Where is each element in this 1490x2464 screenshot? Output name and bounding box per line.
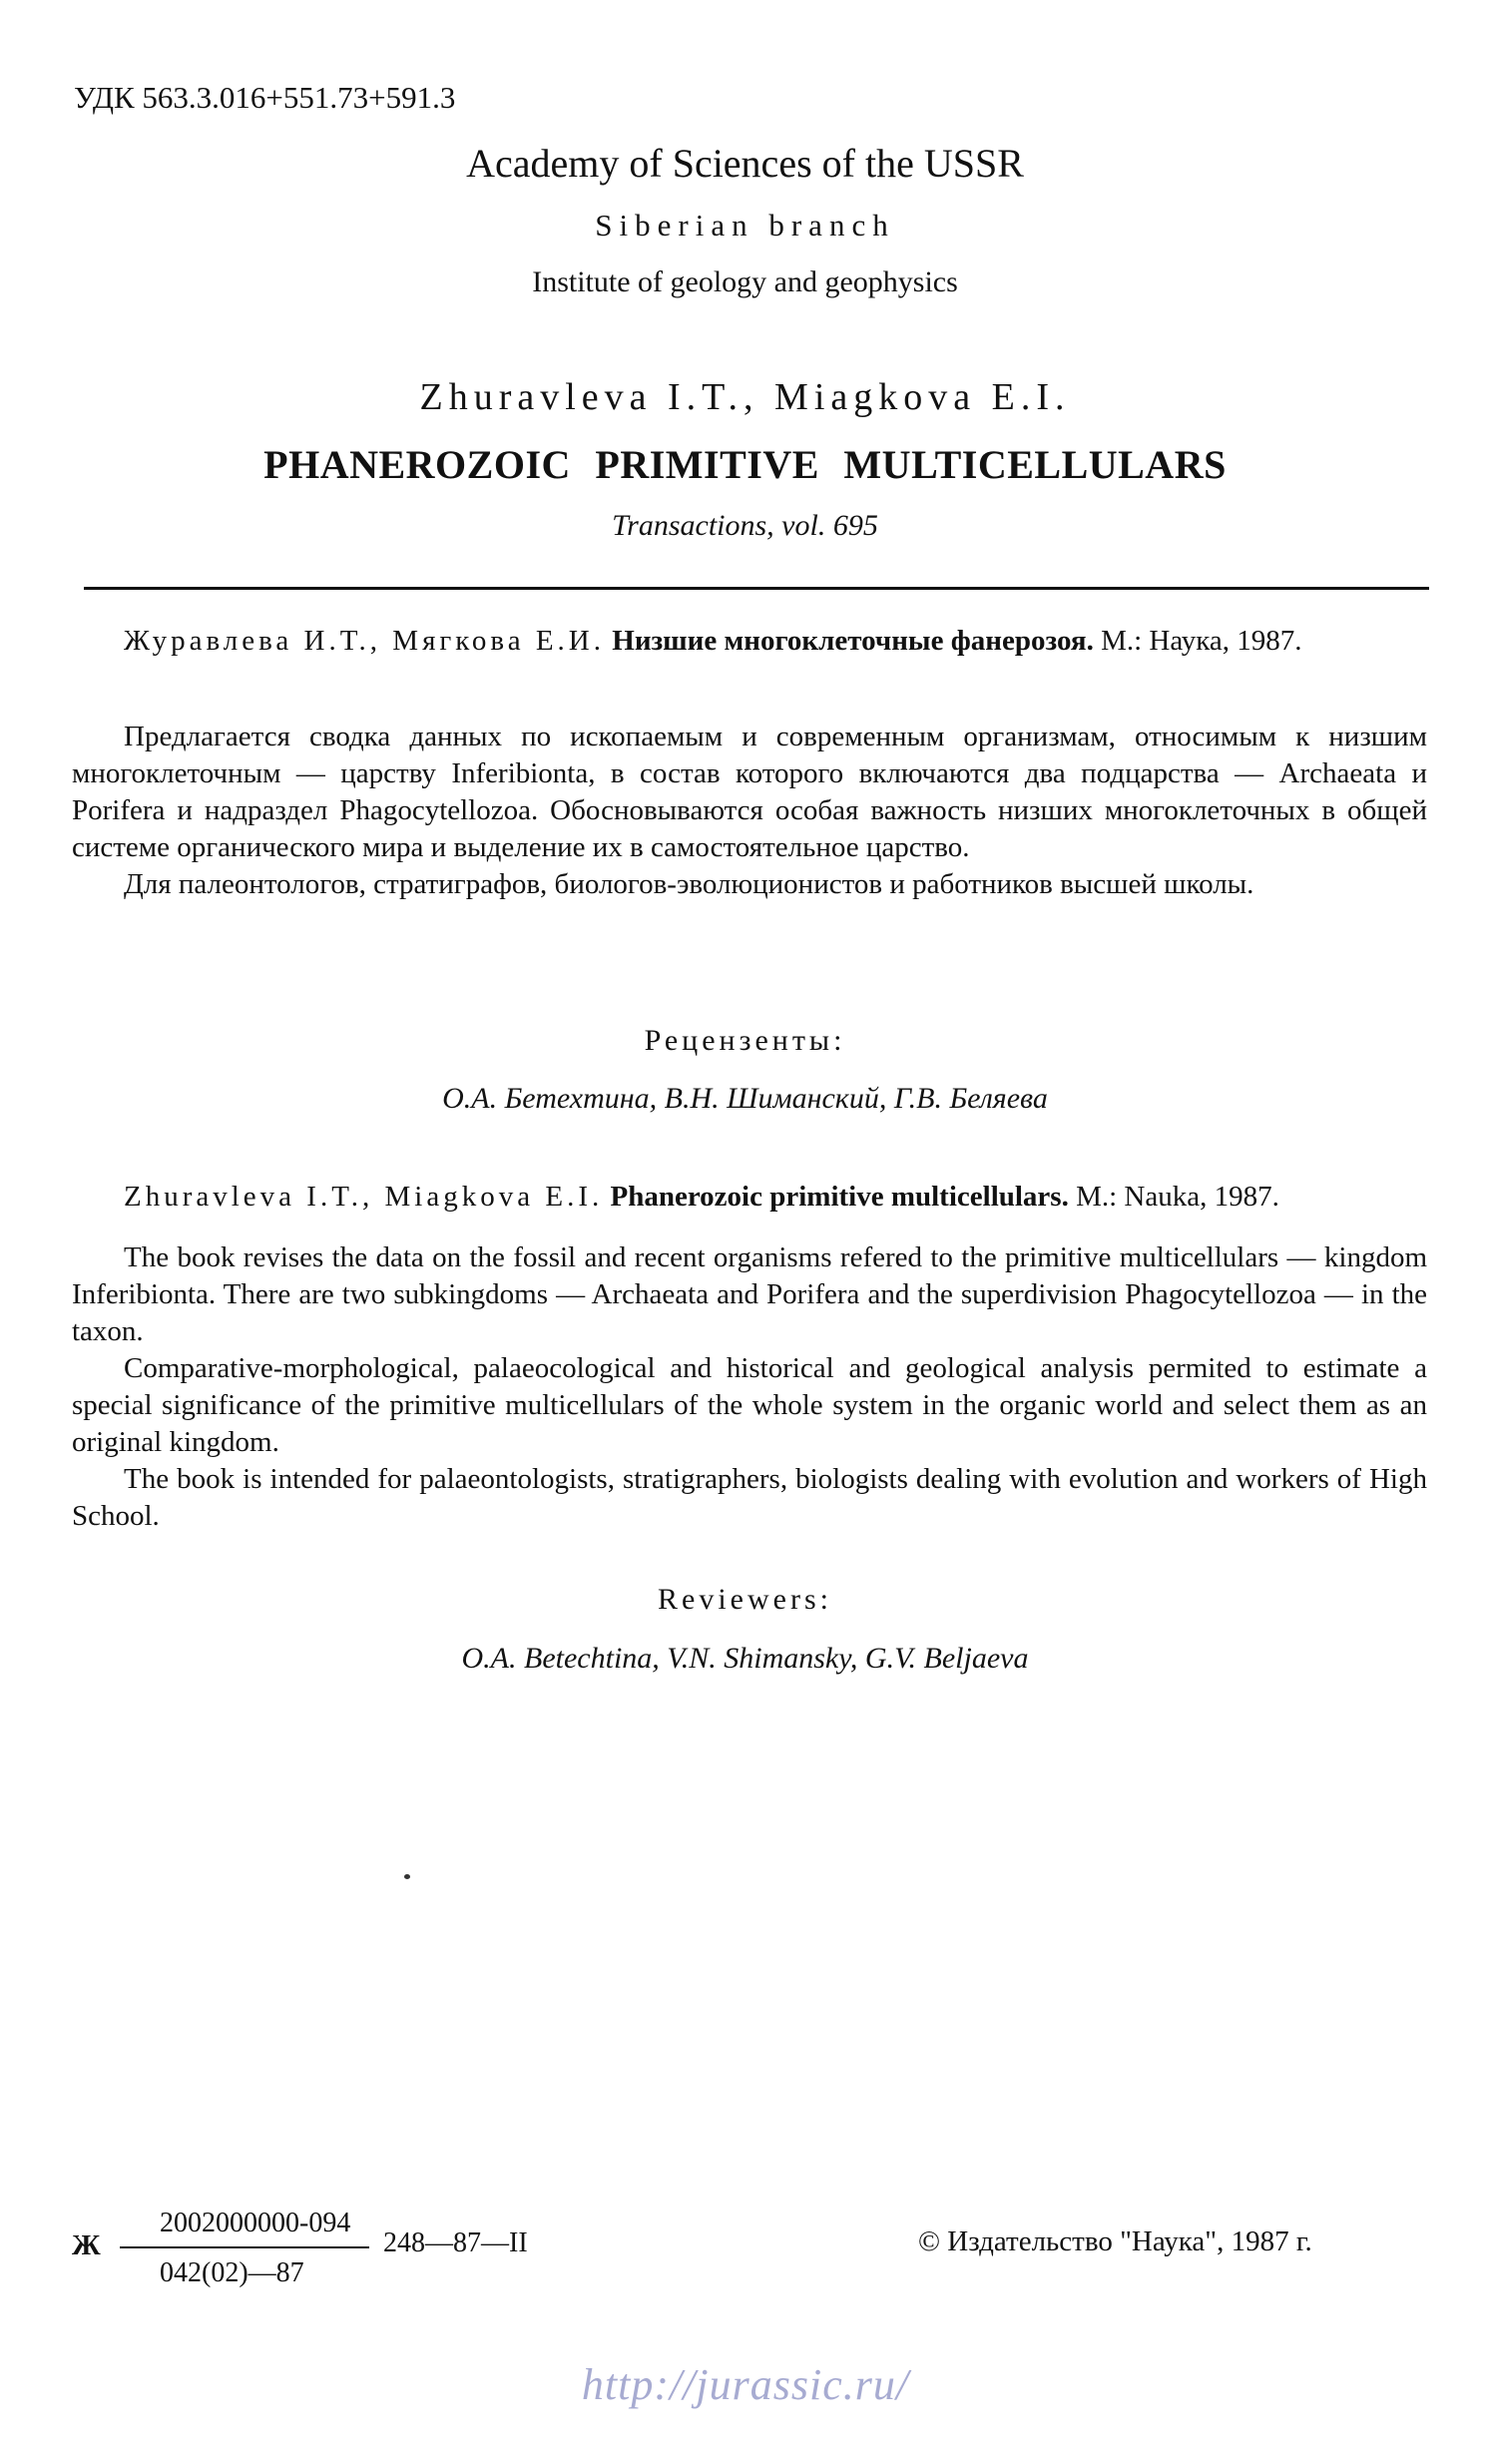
watermark <box>0 2357 1490 2418</box>
branch-heading: Siberian branch <box>595 208 895 243</box>
catalog-numerator: 2002000000-094 <box>160 2208 351 2238</box>
russian-abstract <box>72 719 1427 903</box>
english-title: Phanerozoic primitive multicellulars. <box>610 1181 1069 1213</box>
academy-heading: Academy of Sciences of the USSR <box>466 141 1024 186</box>
english-authors: Zhuravleva I.T., Miagkova E.I. <box>124 1181 604 1213</box>
divider-rule <box>84 587 1429 590</box>
copyright-notice: © Издательство "Наука", 1987 г. <box>918 2225 1312 2257</box>
english-abstract-paragraph: The book revises the data on the fossil and recent organisms refered to the primitive multicellulars — kingdom Inferibionta. There are two subkingdoms — Archaeata and Porifera and the superdivision Phagocytellozoa — in the taxon. <box>72 1241 1427 1347</box>
english-abstract <box>72 1239 1427 1535</box>
catalog-denominator: 042(02)—87 <box>160 2257 304 2288</box>
watermark-text-image <box>526 2357 965 2413</box>
book-title: PHANEROZOIC PRIMITIVE MULTICELLULARS <box>263 442 1227 487</box>
print-speck <box>404 1874 410 1879</box>
english-abstract-paragraph: The book is intended for palaeontologists, stratigraphers, biologists dealing with evolution and workers of High School. <box>72 1463 1427 1532</box>
russian-publisher: М.: Наука, 1987. <box>1101 625 1302 657</box>
english-publisher: M.: Nauka, 1987. <box>1076 1181 1279 1213</box>
russian-bibliographic-entry <box>72 623 1427 660</box>
russian-reviewers-names: О.А. Бетехтина, В.Н. Шиманский, Г.В. Беляева <box>442 1082 1048 1115</box>
watermark-text: http://jurassic.ru/ <box>581 2360 909 2409</box>
russian-authors: Журавлева И.Т., Мягкова Е.И. <box>124 625 606 657</box>
english-abstract-paragraph: Comparative-morphological, palaeocological and historical and geological analysis permited to estimate a special significance of the primitive multicellulars of the whole system in the organic world and select them as an original kingdom. <box>72 1352 1427 1458</box>
russian-reviewers-heading: Рецензенты: <box>644 1024 846 1057</box>
catalog-code: 248—87—II <box>383 2227 528 2258</box>
russian-abstract-paragraph: Для палеонтологов, стратиграфов, биологов-эволюционистов и работников высшей школы. <box>124 868 1254 900</box>
catalog-fraction-line <box>120 2246 369 2248</box>
english-reviewers-heading: Reviewers: <box>658 1583 832 1616</box>
english-bibliographic-entry <box>72 1179 1427 1216</box>
transactions-label: Transactions, vol. 695 <box>612 509 878 542</box>
russian-abstract-paragraph: Предлагается сводка данных по ископаемым и современным организмам, относимым к низшим многоклеточным — царству Inferibionta, в состав которого включаются два подцарства — Archaeata и Porifera и надраздел Phagocytellozoa. Обосновываются особая важность низших многоклеточных в общей системе органического мира и выделение их в самостоятельное царство. <box>72 721 1427 863</box>
udk-code: УДК 563.3.016+551.73+591.3 <box>74 80 456 115</box>
institute-heading: Institute of geology and geophysics <box>532 265 958 298</box>
russian-title: Низшие многоклеточные фанерозоя. <box>612 625 1094 657</box>
catalog-letter: Ж <box>72 2229 101 2261</box>
authors-heading: Zhuravleva I.T., Miagkova E.I. <box>419 376 1071 418</box>
english-reviewers-names: O.A. Betechtina, V.N. Shimansky, G.V. Beljaeva <box>461 1642 1029 1675</box>
